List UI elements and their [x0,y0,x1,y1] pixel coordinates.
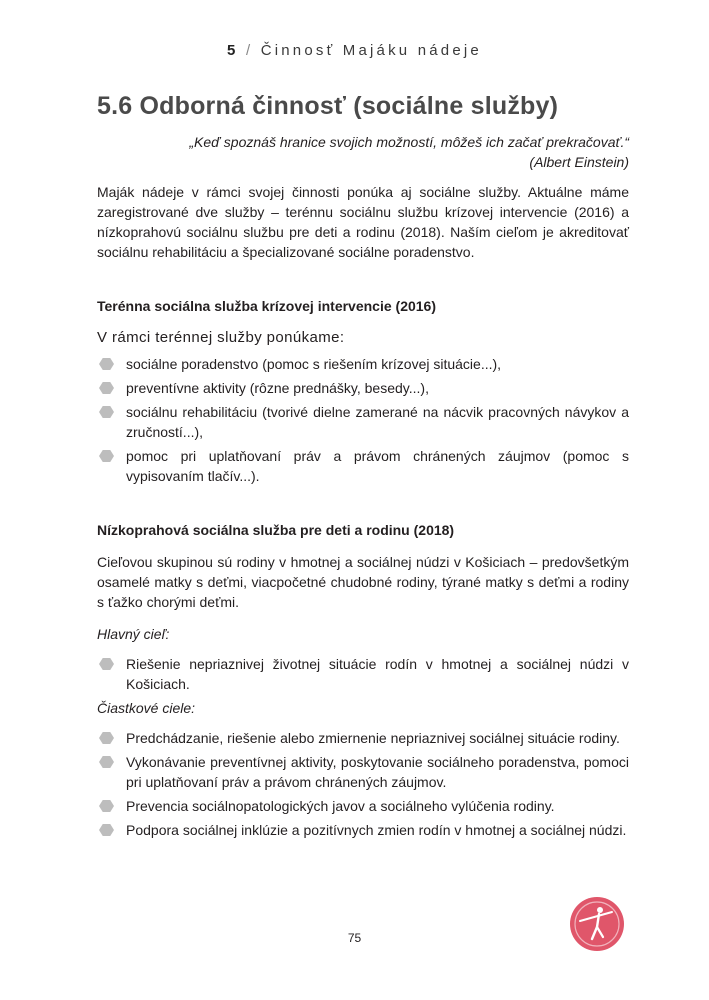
page-number: 75 [347,931,362,945]
running-header [0,42,709,59]
hexagon-bullet-icon [99,756,114,768]
list-item: pomoc pri uplatňovaní práv a právom chránených záujmov (pomoc s vypisovaním tlačív...). [97,446,629,486]
header-separator: / [245,42,254,59]
main-goal-label: Hlavný cieľ: [97,626,170,642]
main-content [97,88,629,844]
partial-goals-label: Čiastkové ciele: [97,700,196,716]
section-title: 5.6 Odborná činnosť (sociálne služby) [97,92,559,120]
hexagon-bullet-icon [99,450,114,462]
hexagon-bullet-icon [99,800,114,812]
quote-author: (Albert Einstein) [529,154,629,170]
section2-description: Cieľovou skupinou sú rodiny v hmotnej a sociálnej núdzi v Košiciach – predovšetkým osamelé matky s deťmi, viacpočetné chudobné rodiny, týrané matky s deťmi a rodiny s ťažko chorými deťmi. [97,554,629,610]
hexagon-bullet-icon [99,658,114,670]
list-item: Riešenie nepriaznivej životnej situácie rodín v hmotnej a sociálnej núdzi v Košiciach. [97,654,629,694]
list-item: sociálnu rehabilitáciu (tvorivé dielne zamerané na nácvik pracovných návykov a zručností...), [97,402,629,442]
hexagon-bullet-icon [99,382,114,394]
hexagon-bullet-icon [99,406,114,418]
list-item: Predchádzanie, riešenie alebo zmiernenie nepriaznivej sociálnej situácie rodiny. [97,728,629,748]
list-item: Prevencia sociálnopatologických javov a sociálneho vylúčenia rodiny. [97,796,629,816]
section1-lead: V rámci terénnej služby ponúkame: [97,329,345,346]
section2-heading: Nízkoprahová sociálna služba pre deti a rodinu (2018) [97,522,455,538]
section1-heading: Terénna sociálna služba krízovej intervencie (2016) [97,298,436,314]
chapter-title: Činnosť Majáku nádeje [260,42,482,59]
hexagon-bullet-icon [99,358,114,370]
epigraph [97,132,629,172]
partial-goals-list [97,728,629,840]
list-item: preventívne aktivity (rôzne prednášky, besedy...), [97,378,629,398]
list-item: Podpora sociálnej inklúzie a pozitívnych zmien rodín v hmotnej a sociálnej núdzi. [97,820,629,840]
hexagon-bullet-icon [99,824,114,836]
chapter-number: 5 [227,42,239,59]
intro-paragraph: Maják nádeje v rámci svojej činnosti ponúka aj sociálne služby. Aktuálne máme zaregistrované dve služby – terénnu sociálnu službu krízovej intervencie (2016) a nízkoprahovú sociálnu službu pre deti a rodinu (2018). Naším cieľom je akreditovať sociálnu rehabilitáciu a špecializované sociálne poradenstvo. [97,184,629,260]
section1-list [97,354,629,486]
list-item: Vykonávanie preventívnej aktivity, poskytovanie sociálneho poradenstva, pomoci pri uplatňovaní práv a právom chránených záujmov. [97,752,629,792]
hexagon-bullet-icon [99,732,114,744]
quote-text: „Keď spoznáš hranice svojich možností, môžeš ich začať prekračovať.“ [189,134,629,150]
main-goal-list [97,654,629,694]
list-item: sociálne poradenstvo (pomoc s riešením krízovej situácie...), [97,354,629,374]
